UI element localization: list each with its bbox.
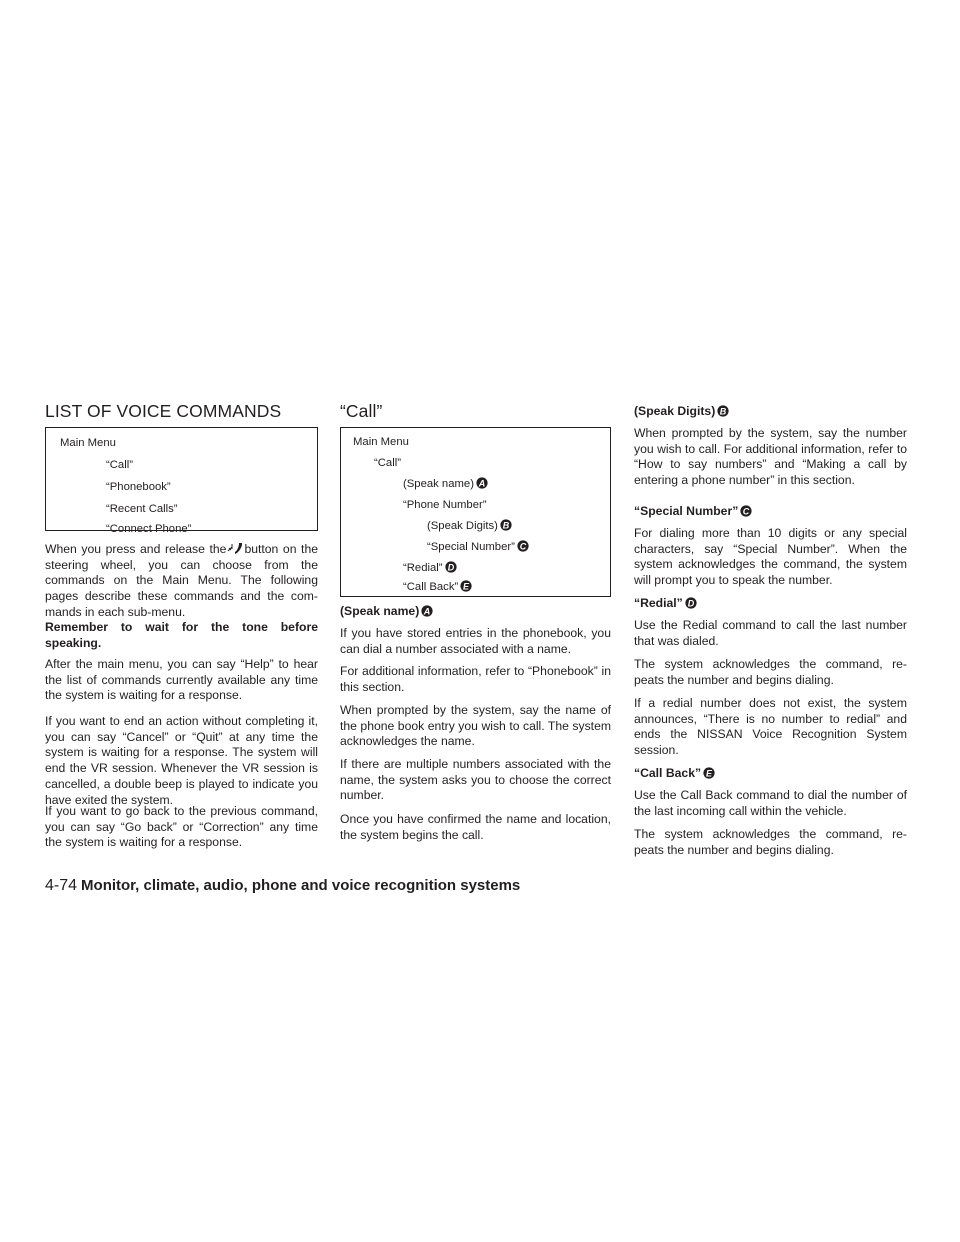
menu-line: “Phonebook”	[106, 481, 171, 493]
svg-text:A: A	[424, 606, 431, 617]
section-heading-list-of-voice-commands: LIST OF VOICE COMMANDS	[45, 401, 282, 421]
menu-line: Main Menu	[60, 437, 116, 449]
paragraph-confirmed: Once you have confirmed the name and location, the system begins the call.	[340, 812, 611, 842]
subheading-special-number: “Special Number” C	[634, 503, 752, 519]
paragraph-no-redial: If a redial number does not exist, the system announces, “There is no number to redial” and ends the NISSAN Voice Recognition System session.	[634, 696, 907, 758]
menu-line: “Redial” D	[403, 561, 457, 575]
marker-d-icon	[685, 597, 697, 609]
menu-line: (Speak Digits) B	[427, 519, 512, 533]
menu-line: “Call”	[374, 457, 401, 469]
marker-d-icon	[445, 561, 457, 573]
page-number: 4-74	[45, 877, 78, 894]
subheading-redial: “Redial” D	[634, 595, 697, 611]
section-heading-call: “Call”	[340, 401, 383, 421]
marker-a-icon	[476, 477, 488, 489]
paragraph-prompted-name: When prompted by the system, say the name of the phone book entry you wish to call. The system acknowledges the name.	[340, 703, 611, 749]
svg-text:C: C	[519, 541, 527, 552]
marker-b-icon	[717, 405, 729, 417]
marker-c-icon	[517, 540, 529, 552]
paragraph-additional-info: For additional information, refer to “Phonebook” in this section.	[340, 664, 611, 694]
menu-line: (Speak name) A	[403, 477, 488, 491]
marker-e-icon	[703, 767, 715, 779]
svg-text:A: A	[478, 478, 486, 489]
menu-line: “Connect Phone”	[106, 523, 192, 535]
svg-text:D: D	[447, 562, 454, 573]
paragraph-phonebook-entries: If you have stored entries in the phonebook, you can dial a number associated with a name.	[340, 626, 611, 656]
marker-c-icon	[740, 505, 752, 517]
marker-b-icon	[500, 519, 512, 531]
paragraph-call-back: Use the Call Back command to dial the number of the last incoming call within the vehicle.	[634, 788, 907, 818]
menu-line: “Call”	[106, 459, 133, 471]
paragraph-call-back-ack: The system acknowledges the command, re- peats the number and begins dialing.	[634, 827, 907, 857]
paragraph-go-back: If you want to go back to the previous command, you can say “Go back” or “Correction” any time the system is waiting for a response.	[45, 804, 318, 850]
talk-phone-icon	[226, 541, 244, 555]
svg-text:E: E	[463, 581, 470, 592]
menu-line: “Special Number” C	[427, 540, 529, 554]
paragraph-intro: When you press and release the button on the steering wheel, you can choose from the commands on the Main Menu. The following pages describe these commands and the com- mands in each sub-menu.	[45, 542, 318, 619]
chapter-title: Monitor, climate, audio, phone and voice recognition systems	[81, 877, 521, 894]
svg-text:D: D	[687, 598, 695, 609]
paragraph-wait-tone: Remember to wait for the tone before speaking.	[45, 620, 318, 650]
paragraph-help: After the main menu, you can say “Help” to hear the list of commands currently available any time the system is waiting for a response.	[45, 657, 318, 703]
menu-line: “Phone Number”	[403, 499, 487, 511]
menu-line: “Recent Calls”	[106, 503, 178, 515]
paragraph-special-number: For dialing more than 10 digits or any special characters, say “Special Number”. When the system acknowledges the command, the system will prompt you to speak the number.	[634, 526, 907, 588]
paragraph-multiple-numbers: If there are multiple numbers associated with the name, the system asks you to choose the correct number.	[340, 757, 611, 803]
marker-e-icon	[460, 580, 472, 592]
paragraph-speak-digits: When prompted by the system, say the number you wish to call. For additional information, refer to “How to say numbers” and “Making a call by entering a phone number” in this section.	[634, 426, 907, 488]
subheading-call-back: “Call Back” E	[634, 765, 715, 781]
menu-line: Main Menu	[353, 436, 409, 448]
subheading-speak-name: (Speak name) A	[340, 603, 433, 619]
paragraph-redial: Use the Redial command to call the last number that was dialed.	[634, 618, 907, 648]
menu-line: “Call Back” E	[403, 580, 472, 594]
svg-text:B: B	[502, 520, 510, 531]
marker-a-icon	[421, 605, 433, 617]
paragraph-redial-ack: The system acknowledges the command, re- peats the number and begins dialing.	[634, 657, 907, 687]
svg-text:B: B	[720, 406, 727, 417]
page-footer	[45, 877, 520, 895]
call-menu-box	[340, 427, 611, 597]
paragraph-cancel: If you want to end an action without completing it, you can say “Cancel” or “Quit” at any time the system is waiting for a response. The system will end the VR session. Whenever the VR session is cancelled, a double beep is played to indicate you have exited the system.	[45, 714, 318, 807]
subheading-speak-digits: (Speak Digits) B	[634, 403, 729, 419]
svg-text:C: C	[743, 506, 750, 517]
svg-text:E: E	[706, 768, 713, 779]
main-menu-box	[45, 427, 318, 535]
